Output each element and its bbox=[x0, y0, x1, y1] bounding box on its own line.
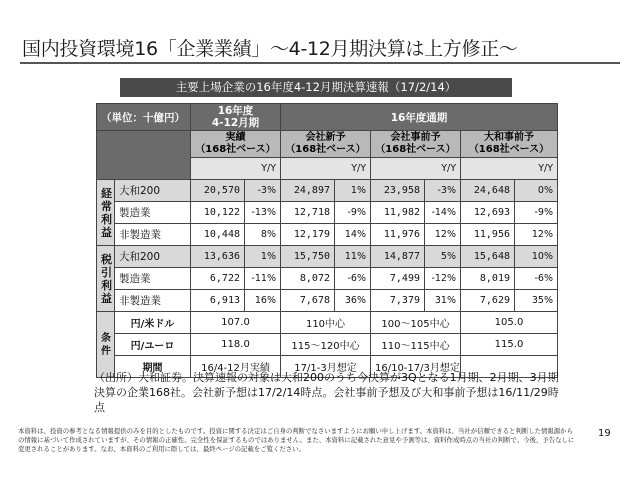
cell-yy: 5% bbox=[425, 246, 461, 268]
full-year-header: 16年度通期 bbox=[281, 104, 558, 131]
condition-value: 107.0 bbox=[191, 312, 281, 334]
page-title: 国内投資環境16「企業業績」～4-12月期決算は上方修正～ bbox=[22, 38, 518, 60]
cell-value: 11,976 bbox=[371, 224, 425, 246]
cell-yy: 12% bbox=[425, 224, 461, 246]
cell-value: 13,636 bbox=[191, 246, 245, 268]
col-daiwa-pre: 大和事前予 （168社ベース） bbox=[461, 131, 558, 158]
cell-value: 15,648 bbox=[461, 246, 515, 268]
table-row bbox=[97, 202, 558, 224]
cell-yy: -6% bbox=[335, 268, 371, 290]
cell-yy: 11% bbox=[335, 246, 371, 268]
cell-yy: 1% bbox=[245, 246, 281, 268]
col-company-pre: 会社事前予 （168社ベース） bbox=[371, 131, 461, 158]
cell-value: 14,877 bbox=[371, 246, 425, 268]
table-row bbox=[97, 268, 558, 290]
condition-row bbox=[97, 312, 558, 334]
row-label: 非製造業 bbox=[115, 290, 191, 312]
page-number: 19 bbox=[598, 428, 611, 439]
col-company-new: 会社新予 （168社ベース） bbox=[281, 131, 371, 158]
yy-label: Y/Y bbox=[461, 158, 558, 180]
cell-value: 7,379 bbox=[371, 290, 425, 312]
table-row bbox=[97, 224, 558, 246]
cell-yy: -11% bbox=[245, 268, 281, 290]
col-actual: 実績 （168社ベース） bbox=[191, 131, 281, 158]
cell-yy: 8% bbox=[245, 224, 281, 246]
cell-yy: -9% bbox=[515, 202, 558, 224]
disclaimer-footer: 本資料は、投資の参考となる情報提供のみを目的としたものです。投資に関する決定はご自身の判断でなさいますようにお願い申し上げます。本資料は、当社が信頼できると判断した情報源からの情報に基づいて作成されていますが、その情報の正確性、完全性を保証するものではありません。また、本資料に記載された意見や予測等は、資料作成時点の当社の判断で、今後、予告なしに変更されることがあります。なお、本資料のご利用に際しては、最終ページの記載をご覧ください。 bbox=[18, 427, 575, 453]
row-label: 製造業 bbox=[115, 202, 191, 224]
condition-value: 16/10-17/3月想定 bbox=[371, 356, 461, 378]
row-label: 製造業 bbox=[115, 268, 191, 290]
row-label: 大和200 bbox=[115, 180, 191, 202]
cell-value: 12,718 bbox=[281, 202, 335, 224]
cell-value: 6,913 bbox=[191, 290, 245, 312]
cell-yy: -12% bbox=[425, 268, 461, 290]
yy-label: Y/Y bbox=[191, 158, 281, 180]
table-row bbox=[97, 290, 558, 312]
table-row bbox=[97, 180, 558, 202]
cell-yy: 14% bbox=[335, 224, 371, 246]
table-subtitle: 主要上場企業の16年度4-12月期決算速報（17/2/14） bbox=[120, 78, 512, 97]
cell-value: 15,750 bbox=[281, 246, 335, 268]
cell-value: 11,956 bbox=[461, 224, 515, 246]
cell-yy: 0% bbox=[515, 180, 558, 202]
condition-label: 円/米ドル bbox=[115, 312, 191, 334]
cell-value: 8,019 bbox=[461, 268, 515, 290]
table-row bbox=[97, 246, 558, 268]
title-divider bbox=[20, 62, 620, 64]
yy-label: Y/Y bbox=[281, 158, 371, 180]
cell-yy: -9% bbox=[335, 202, 371, 224]
cell-yy: 16% bbox=[245, 290, 281, 312]
condition-value: 110中心 bbox=[281, 312, 371, 334]
cell-value: 12,179 bbox=[281, 224, 335, 246]
group-recurring-profit: 経 常 利 益 bbox=[97, 180, 115, 246]
cell-value: 11,982 bbox=[371, 202, 425, 224]
cell-yy: -3% bbox=[245, 180, 281, 202]
cell-yy: 10% bbox=[515, 246, 558, 268]
row-label: 非製造業 bbox=[115, 224, 191, 246]
condition-value: 118.0 bbox=[191, 334, 281, 356]
period-header: 16年度 4-12月期 bbox=[191, 104, 281, 131]
cell-value: 6,722 bbox=[191, 268, 245, 290]
cell-yy: -6% bbox=[515, 268, 558, 290]
cell-yy: -14% bbox=[425, 202, 461, 224]
condition-value: 115.0 bbox=[461, 334, 558, 356]
cell-value: 7,629 bbox=[461, 290, 515, 312]
condition-label: 期間 bbox=[115, 356, 191, 378]
earnings-table bbox=[96, 103, 558, 378]
cell-value: 12,693 bbox=[461, 202, 515, 224]
source-note: （出所）大和証券。決算速報の対象は大和200のうち今決算が3Qとなる1月期、2月期、3月期決算の企業168社。会社新予想は17/2/14時点。会社事前予想及び大和事前予想は16/11/29時点 bbox=[94, 371, 559, 414]
cell-value: 10,122 bbox=[191, 202, 245, 224]
condition-value: 105.0 bbox=[461, 312, 558, 334]
condition-value: 110～115中心 bbox=[371, 334, 461, 356]
cell-value: 8,072 bbox=[281, 268, 335, 290]
condition-value: 100～105中心 bbox=[371, 312, 461, 334]
cell-yy: -13% bbox=[245, 202, 281, 224]
cell-yy: -3% bbox=[425, 180, 461, 202]
cell-value: 10,448 bbox=[191, 224, 245, 246]
unit-label: （単位：十億円） bbox=[97, 104, 191, 131]
cell-yy: 35% bbox=[515, 290, 558, 312]
cell-value: 7,678 bbox=[281, 290, 335, 312]
condition-row bbox=[97, 334, 558, 356]
group-conditions: 条 件 bbox=[97, 312, 115, 378]
condition-label: 円/ユーロ bbox=[115, 334, 191, 356]
cell-value: 20,570 bbox=[191, 180, 245, 202]
cell-value: 24,648 bbox=[461, 180, 515, 202]
cell-value: 23,958 bbox=[371, 180, 425, 202]
cell-value: 7,499 bbox=[371, 268, 425, 290]
cell-yy: 1% bbox=[335, 180, 371, 202]
row-label: 大和200 bbox=[115, 246, 191, 268]
cell-yy: 36% bbox=[335, 290, 371, 312]
cell-yy: 31% bbox=[425, 290, 461, 312]
yy-label: Y/Y bbox=[371, 158, 461, 180]
condition-value: 17/1-3月想定 bbox=[281, 356, 371, 378]
group-pretax-profit: 税 引 利 益 bbox=[97, 246, 115, 312]
cell-yy: 12% bbox=[515, 224, 558, 246]
condition-value: 16/4-12月実績 bbox=[191, 356, 281, 378]
condition-value: 115～120中心 bbox=[281, 334, 371, 356]
cell-value: 24,897 bbox=[281, 180, 335, 202]
